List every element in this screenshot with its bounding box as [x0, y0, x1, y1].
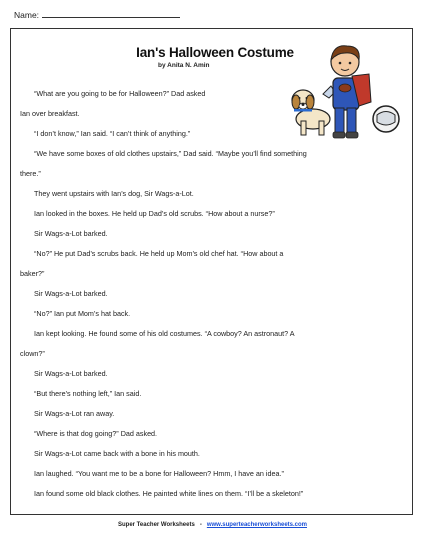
- helmet-icon: [373, 106, 399, 132]
- story-author: by Anita N. Amin: [158, 62, 210, 69]
- story-line: “I don’t know,” Ian said. “I can’t think of anything.”: [34, 129, 191, 138]
- story-line: clown?”: [20, 349, 45, 358]
- story-line: “No?” He put Dad’s scrubs back. He held up Mom’s old chef hat. “How about a: [34, 249, 284, 258]
- boy-and-dog-illustration: [283, 16, 403, 141]
- dog-icon: [292, 90, 330, 135]
- story-line: Sir Wags-a-Lot barked.: [34, 369, 108, 378]
- story-line: Sir Wags-a-Lot ran away.: [34, 409, 115, 418]
- footer-brand: Super Teacher Worksheets: [118, 522, 195, 528]
- story-title: Ian's Halloween Costume: [136, 45, 294, 60]
- page-footer: [0, 522, 425, 528]
- footer-separator: -: [199, 522, 202, 528]
- story-line: Ian found some old black clothes. He painted white lines on them. “I’ll be a skeleton!”: [34, 489, 304, 498]
- story-line: Ian kept looking. He found some of his old costumes. “A cowboy? An astronaut? A: [34, 329, 295, 338]
- story-line: Sir Wags-a-Lot came back with a bone in his mouth.: [34, 449, 200, 458]
- story-line: “We have some boxes of old clothes upstairs,” Dad said. “Maybe you’ll find something: [34, 149, 307, 158]
- story-line: Ian looked in the boxes. He held up Dad’s old scrubs. “How about a nurse?”: [34, 209, 275, 218]
- story-line: baker?”: [20, 269, 45, 278]
- boy-icon: [323, 46, 371, 138]
- story-line: Sir Wags-a-Lot barked.: [34, 229, 108, 238]
- story-line: “What are you going to be for Halloween?” Dad asked: [34, 89, 206, 98]
- story-line: “No?” Ian put Mom’s hat back.: [34, 309, 131, 318]
- story-line: They went upstairs with Ian’s dog, Sir Wags-a-Lot.: [34, 189, 194, 198]
- name-label: Name:: [14, 10, 40, 20]
- story-line: Ian laughed. “You want me to be a bone for Halloween? Hmm, I have an idea.”: [34, 469, 284, 478]
- story-line: Ian over breakfast.: [20, 109, 80, 118]
- story-line: Sir Wags-a-Lot barked.: [34, 289, 108, 298]
- story-line: “Where is that dog going?” Dad asked.: [34, 429, 158, 438]
- footer-link[interactable]: www.superteacherworksheets.com: [206, 522, 307, 528]
- story-line: there.”: [20, 169, 41, 178]
- story-line: “But there’s nothing left,” Ian said.: [34, 389, 142, 398]
- name-line: [14, 9, 180, 20]
- name-blank[interactable]: [42, 9, 180, 18]
